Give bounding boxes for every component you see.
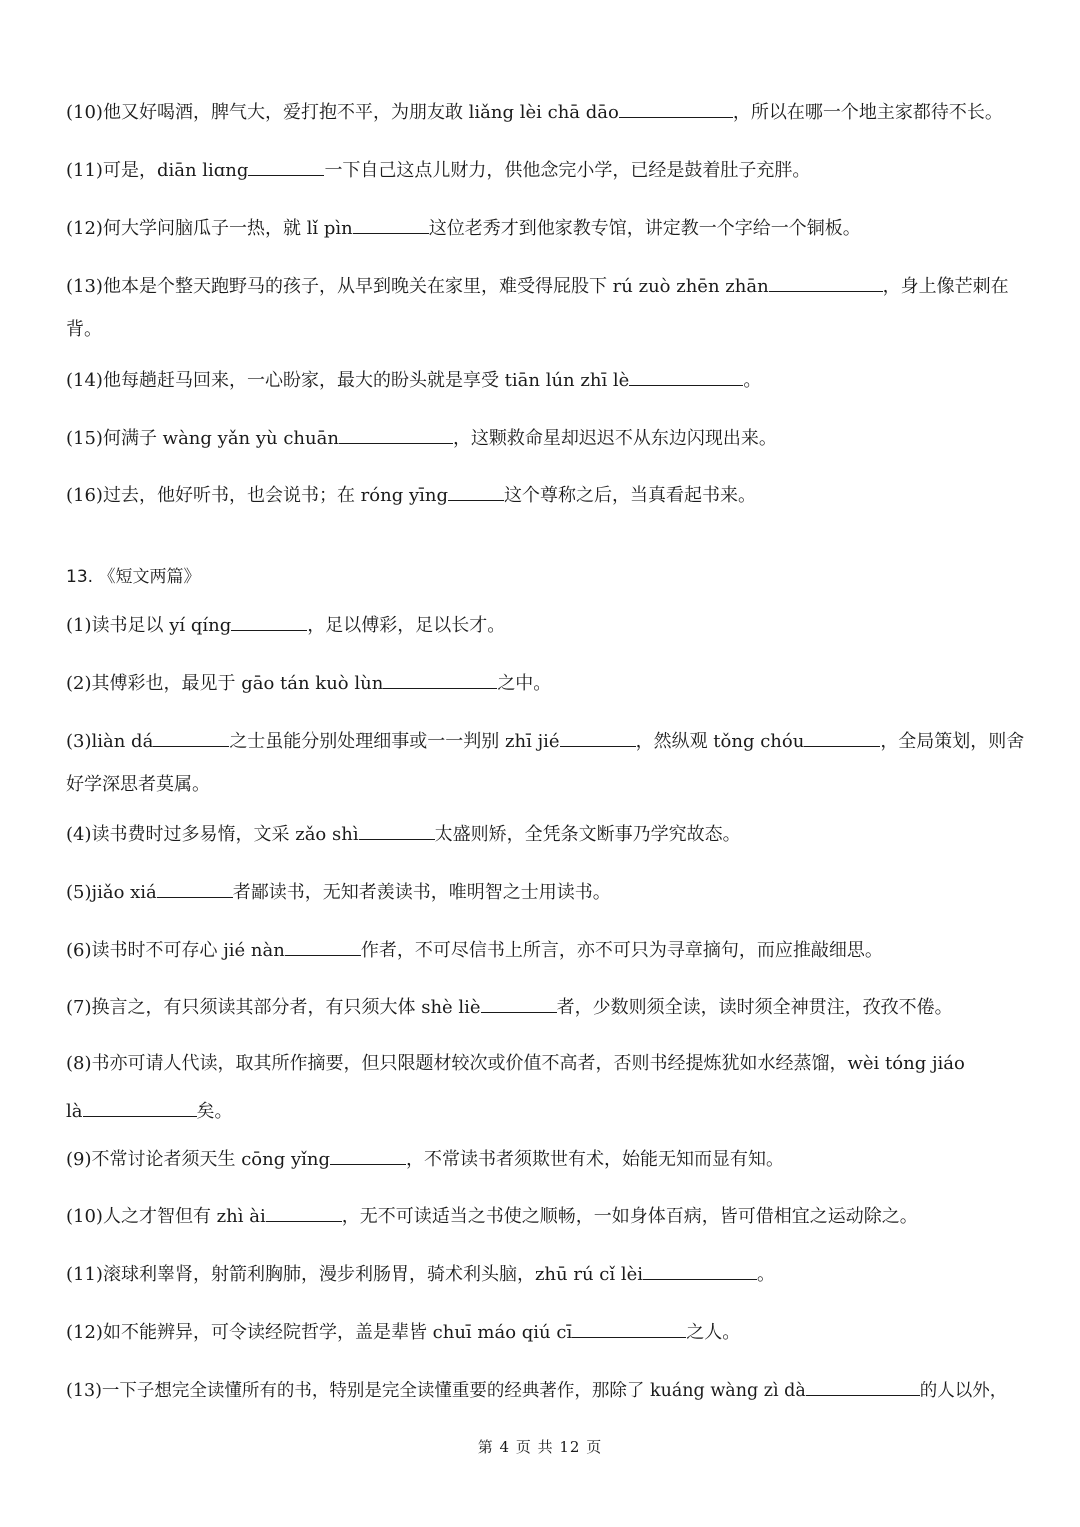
question-13-5: (5)jiǎo xiá 者鄙读书，无知者羡读书，唯明智之士用读书。 bbox=[66, 879, 611, 905]
question-13-3-continued: 好学深思者莫属。 bbox=[66, 774, 210, 795]
question-12-14: (14)他每趟赶马回来，一心盼家，最大的盼头就是享受 tiān lún zhī lè 。 bbox=[66, 367, 761, 393]
question-13-13: (13)一下子想完全读懂所有的书，特别是完全读懂重要的经典著作，那除了 kuáng wàng zì dà 的人以外， bbox=[66, 1377, 1007, 1403]
answer-blank[interactable] bbox=[248, 157, 324, 176]
answer-blank[interactable] bbox=[266, 1203, 342, 1222]
question-12-16: (16)过去，他好听书，也会说书；在 róng yīng 这个尊称之后，当真看起书来。 bbox=[66, 482, 756, 508]
answer-blank[interactable] bbox=[619, 99, 733, 118]
answer-blank[interactable] bbox=[629, 367, 743, 386]
question-13-8: (8)书亦可请人代读，取其所作摘要，但只限题材较次或价值不高者，否则书经提炼犹如水经蒸馏，wèi tóng jiáo bbox=[66, 1053, 965, 1074]
answer-blank[interactable] bbox=[285, 937, 361, 956]
question-12-10: (10)他又好喝酒，脾气大，爱打抱不平，为朋友敢 liǎng lèi chā dāo ，所以在哪一个地主家都待不长。 bbox=[66, 99, 1003, 125]
answer-blank[interactable] bbox=[769, 273, 883, 292]
question-13-7: (7)换言之，有只须读其部分者，有只须大体 shè liè 者，少数则须全读，读时须全神贯注，孜孜不倦。 bbox=[66, 994, 953, 1020]
question-12-13-continued: 背。 bbox=[66, 319, 102, 340]
question-13-4: (4)读书费时过多易惰，文采 zǎo shì 太盛则矫，全凭条文断事乃学究故态。 bbox=[66, 821, 741, 847]
question-13-11: (11)滚球利睾肾，射箭利胸肺，漫步利肠胃，骑术利头脑，zhū rú cǐ lèi 。 bbox=[66, 1261, 775, 1287]
question-13-6: (6)读书时不可存心 jié nàn 作者，不可尽信书上所言，亦不可只为寻章摘句，而应推敲细思。 bbox=[66, 937, 883, 963]
question-13-8-continued: là 矣。 bbox=[66, 1098, 233, 1124]
question-12-11: (11)可是，diān liɑng 一下自己这点儿财力，供他念完小学，已经是鼓着肚子充胖。 bbox=[66, 157, 810, 183]
question-12-12: (12)何大学问脑瓜子一热，就 lǐ pìn 这位老秀才到他家教专馆，讲定教一个字给一个铜板。 bbox=[66, 215, 861, 241]
answer-blank[interactable] bbox=[643, 1261, 757, 1280]
answer-blank[interactable] bbox=[353, 215, 429, 234]
question-13-2: (2)其傅彩也，最见于 gāo tán kuò lùn 之中。 bbox=[66, 670, 551, 696]
answer-blank[interactable] bbox=[806, 1377, 920, 1396]
question-13-10: (10)人之才智但有 zhì ài ，无不可读适当之书使之顺畅，一如身体百病，皆可借相宜之运动除之。 bbox=[66, 1203, 918, 1229]
answer-blank[interactable] bbox=[231, 612, 307, 631]
answer-blank[interactable] bbox=[560, 728, 636, 747]
answer-blank[interactable] bbox=[383, 670, 497, 689]
question-12-15: (15)何满子 wàng yǎn yù chuān ，这颗救命星却迟迟不从东边闪现出来。 bbox=[66, 425, 777, 451]
answer-blank[interactable] bbox=[339, 425, 453, 444]
question-13-3: (3)liàn dá 之士虽能分别处理细事或一一判别 zhī jié ，然纵观 tǒng chóu ，全局策划，则舍 bbox=[66, 728, 1024, 754]
question-13-9: (9)不常讨论者须天生 cōng yǐng ，不常读书者须欺世有术，始能无知而显有知。 bbox=[66, 1146, 784, 1172]
question-12-13: (13)他本是个整天跑野马的孩子，从早到晚关在家里，难受得屁股下 rú zuò zhēn zhān ，身上像芒刺在 bbox=[66, 273, 1009, 299]
answer-blank[interactable] bbox=[481, 994, 557, 1013]
section-13-heading: 13. 《短文两篇》 bbox=[66, 567, 201, 587]
answer-blank[interactable] bbox=[359, 821, 435, 840]
answer-blank[interactable] bbox=[448, 482, 504, 501]
answer-blank[interactable] bbox=[83, 1098, 197, 1117]
answer-blank[interactable] bbox=[572, 1319, 686, 1338]
question-13-12: (12)如不能辨异，可令读经院哲学，盖是辈皆 chuī máo qiú cī 之人。 bbox=[66, 1319, 740, 1345]
page-footer: 第 4 页 共 12 页 bbox=[477, 1438, 603, 1456]
answer-blank[interactable] bbox=[157, 879, 233, 898]
question-13-1: (1)读书足以 yí qíng ，足以傅彩，足以长才。 bbox=[66, 612, 505, 638]
answer-blank[interactable] bbox=[804, 728, 880, 747]
answer-blank[interactable] bbox=[330, 1146, 406, 1165]
answer-blank[interactable] bbox=[153, 728, 229, 747]
